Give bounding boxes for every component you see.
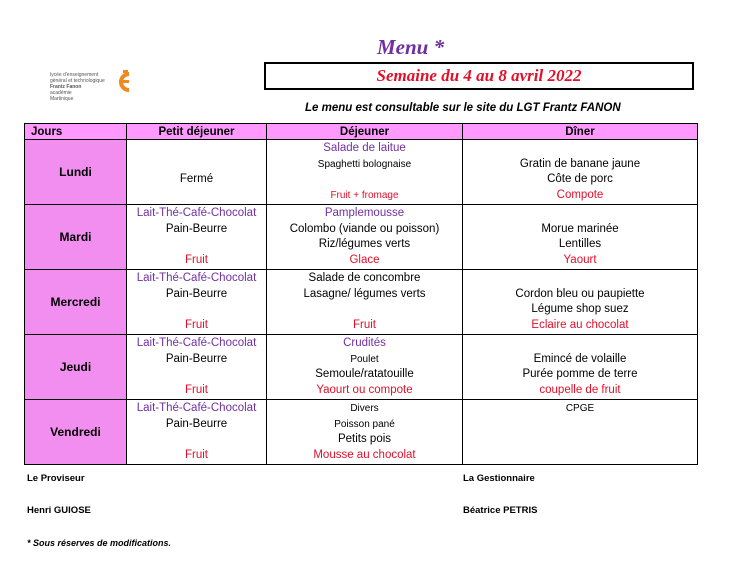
dinner-item: Emincé de volaille [533, 352, 627, 365]
dinner-item: CPGE [565, 403, 595, 414]
dinner-cell [463, 400, 698, 465]
manager-name: Béatrice PETRIS [463, 505, 538, 516]
day-name: Mercredi [25, 270, 127, 335]
breakfast-item: Fermé [179, 173, 214, 186]
col-header-days: Jours [25, 124, 127, 140]
dinner-item: Eclaire au chocolat [531, 318, 629, 331]
breakfast-item: Fruit [185, 383, 208, 396]
lunch-cell [267, 140, 463, 205]
dinner-cell [463, 140, 698, 205]
lunch-item: Glace [349, 253, 380, 266]
logo-line: académie [50, 90, 72, 96]
menu-body [25, 140, 698, 465]
principal-name: Henri GUIOSE [27, 505, 91, 516]
lunch-item: Salade de laitue [323, 142, 406, 154]
day-row [25, 205, 698, 270]
breakfast-item: Lait-Thé-Café-Chocolat [136, 207, 257, 219]
breakfast-cell [127, 140, 267, 205]
lunch-cell [267, 270, 463, 335]
dinner-cell [463, 335, 698, 400]
logo-line: général et technologique [50, 78, 105, 84]
day-name: Vendredi [25, 400, 127, 465]
dinner-item: Compote [556, 188, 604, 201]
breakfast-item: Lait-Thé-Café-Chocolat [136, 402, 257, 414]
logo-line: lycée d'enseignement [50, 72, 99, 78]
lunch-item: Mousse au chocolat [313, 448, 416, 461]
lunch-item: Divers [350, 403, 379, 414]
breakfast-item: Pain-Beurre [165, 222, 228, 235]
logo-line: Frantz Fanon [50, 84, 82, 90]
breakfast-item: Fruit [185, 253, 208, 266]
school-logo [50, 68, 135, 104]
breakfast-item: Lait-Thé-Café-Chocolat [136, 272, 257, 284]
dinner-item: Cordon bleu ou paupiette [515, 287, 645, 300]
lunch-item: Spaghetti bolognaise [317, 158, 412, 170]
breakfast-cell [127, 205, 267, 270]
dinner-cell [463, 205, 698, 270]
manager-title: La Gestionnaire [463, 473, 535, 484]
breakfast-item: Fruit [185, 318, 208, 331]
lunch-item: Semoule/ratatouille [315, 368, 414, 381]
day-name: Mardi [25, 205, 127, 270]
logo-text [50, 72, 112, 102]
footnote: * Sous réserves de modifications. [27, 538, 172, 548]
breakfast-item: Fruit [185, 448, 208, 461]
dinner-item: Légume shop suez [531, 303, 629, 316]
lunch-item: Pamplemousse [324, 207, 405, 219]
menu-table [24, 123, 698, 465]
col-header-lunch: Déjeuner [267, 124, 463, 140]
lunch-item: Fruit [353, 318, 376, 331]
day-row [25, 270, 698, 335]
breakfast-item: Pain-Beurre [165, 352, 228, 365]
day-row [25, 335, 698, 400]
dinner-item: Morue marinée [541, 222, 619, 235]
day-row [25, 400, 698, 465]
lunch-cell [267, 205, 463, 270]
lunch-cell [267, 400, 463, 465]
lunch-item: Petits pois [337, 433, 392, 446]
lunch-item: Colombo (viande ou poisson) [289, 222, 440, 235]
breakfast-item: Pain-Beurre [165, 417, 228, 430]
breakfast-item: Pain-Beurre [165, 287, 228, 300]
breakfast-item: Lait-Thé-Café-Chocolat [136, 337, 257, 349]
principal-title: Le Proviseur [27, 473, 85, 484]
day-name: Lundi [25, 140, 127, 205]
lunch-cell [267, 335, 463, 400]
day-row [25, 140, 698, 205]
e-logo-icon [113, 70, 133, 94]
breakfast-cell [127, 270, 267, 335]
dinner-item: Gratin de banane jaune [519, 157, 641, 170]
lunch-item: Riz/légumes verts [318, 238, 411, 251]
col-header-dinner: Dîner [463, 124, 698, 140]
lunch-item: Crudités [343, 337, 386, 349]
menu-title: Menu * [377, 35, 445, 59]
subtitle: Le menu est consultable sur le site du LGT Frantz FANON [305, 102, 621, 114]
logo-line: Martinique [50, 96, 74, 102]
header-row [25, 124, 698, 140]
lunch-item: Yaourt ou compote [316, 383, 413, 396]
col-header-breakfast: Petit déjeuner [127, 124, 267, 140]
lunch-item: Poisson pané [334, 418, 395, 430]
lunch-item: Fruit + fromage [330, 189, 399, 201]
dinner-item: Côte de porc [547, 173, 613, 186]
lunch-item: Poulet [350, 353, 379, 365]
dinner-item: Lentilles [558, 238, 602, 251]
lunch-item: Salade de concombre [308, 272, 421, 284]
dinner-item: Purée pomme de terre [522, 368, 638, 381]
dinner-item: coupelle de fruit [539, 383, 621, 396]
breakfast-cell [127, 400, 267, 465]
week-banner: Semaine du 4 au 8 avril 2022 [264, 62, 694, 90]
breakfast-cell [127, 335, 267, 400]
day-name: Jeudi [25, 335, 127, 400]
dinner-cell [463, 270, 698, 335]
lunch-item: Lasagne/ légumes verts [303, 287, 426, 300]
dinner-item: Yaourt [563, 253, 597, 266]
